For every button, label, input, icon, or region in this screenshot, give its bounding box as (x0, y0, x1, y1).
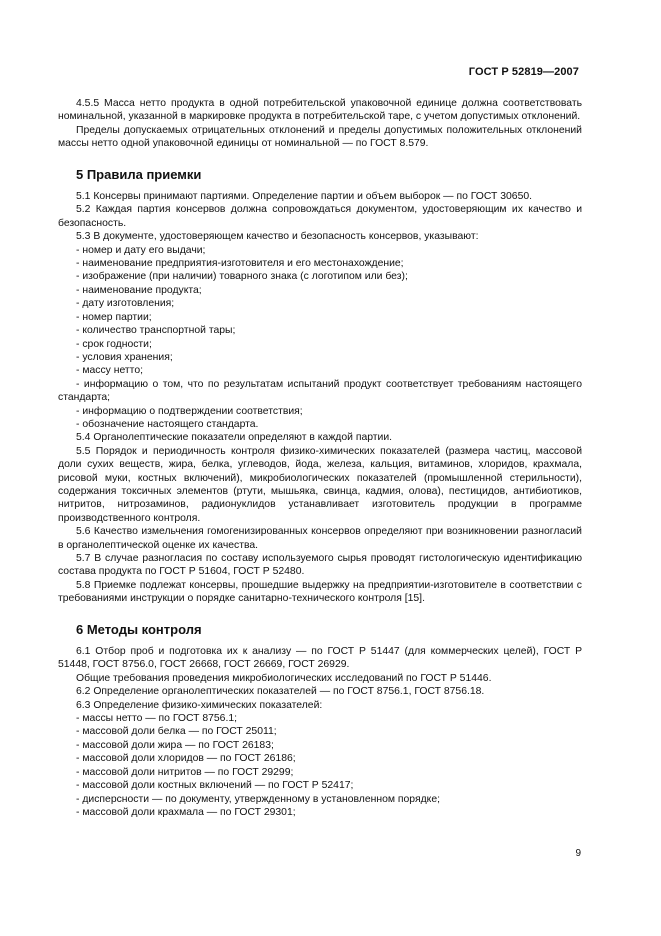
document-body (58, 97, 582, 819)
list-item: - обозначение настоящего стандарта. (76, 418, 259, 430)
paragraph-5-4: 5.4 Органолептические показатели определяют в каждой партии. (76, 432, 393, 444)
paragraph-6-1: 6.1 Отбор проб и подготовка их к анализу — по ГОСТ Р 51447 (для коммерческих целей), ГОСТ Р 51448, ГОСТ 8756.0, ГОСТ 26668, ГОСТ 26669, ГОСТ 26929. (58, 646, 582, 671)
list-item: - наименование предприятия-изготовителя и его местонахождение; (76, 258, 404, 270)
list-item: - информацию о подтверждении соответствия; (76, 405, 303, 417)
list-item: - массовой доли нитритов — по ГОСТ 29299; (76, 766, 294, 778)
list-item: - массовой доли хлоридов — по ГОСТ 26186; (76, 753, 296, 765)
paragraph-deviation-limits: Пределы допускаемых отрицательных отклонений и пределы допустимых положительных отклонений массы нетто одной упаковочной единицы от номинальной — по ГОСТ 8.579. (58, 124, 582, 150)
list-item: - изображение (при наличии) товарного знака (с логотипом или без); (76, 271, 408, 283)
paragraph-5-7: 5.7 В случае разногласия по составу используемого сырья проводят гистологическую идентификацию состава продукта по ГОСТ Р 51604, ГОСТ Р 52480. (58, 553, 582, 578)
page-number: 9 (575, 848, 581, 859)
paragraph-4-5-5: 4.5.5 Масса нетто продукта в одной потребительской упаковочной единице должна соответствовать номинальной, указанной в маркировке продукта в потребительской таре, с учетом допустимых отклонений. (58, 98, 582, 123)
list-item: - номер и дату его выдачи; (76, 244, 206, 256)
list-item: - срок годности; (76, 338, 152, 350)
list-item: - условия хранения; (76, 351, 173, 363)
paragraph-5-2: 5.2 Каждая партия консервов должна сопровождаться документом, удостоверяющим их качество и безопасность. (58, 204, 582, 229)
list-item: - массы нетто — по ГОСТ 8756.1; (76, 713, 238, 725)
paragraph-microbiology: Общие требования проведения микробиологических исследований по ГОСТ Р 51446. (76, 672, 492, 684)
paragraph-5-1: 5.1 Консервы принимают партиями. Определение партии и объем выборок — по ГОСТ 30650. (76, 191, 533, 203)
paragraph-5-5: 5.5 Порядок и периодичность контроля физико-химических показателей (размера частиц, массовой доли сухих веществ, жира, белка, углеводов, йода, железа, кальция, витаминов, хлоридов, крахмала, рисовой муки, костных включений), микробиологических показателей (промышленной стерильности), содержания токсичных элементов (ртути, мышьяка, свинца, кадмия, олова), пестицидов, антибиотиков, нитритов, нитрозаминов, радионуклидов устанавливает изготовитель продукции в программе производственного контроля. (58, 445, 582, 524)
section-6-title: 6 Методы контроля (76, 621, 202, 637)
paragraph-6-2: 6.2 Определение органолептических показателей — по ГОСТ 8756.1, ГОСТ 8756.18. (76, 686, 485, 698)
paragraph-5-6: 5.6 Качество измельчения гомогенизированных консервов определяют при возникновении разногласий в органолептической оценке их качества. (58, 526, 582, 551)
paragraph-6-3: 6.3 Определение физико-химических показателей: (76, 699, 323, 711)
list-item: - массовой доли жира — по ГОСТ 26183; (76, 739, 274, 751)
list-item: - массовой доли крахмала — по ГОСТ 29301; (76, 806, 296, 818)
list-item: - наименование продукта; (76, 284, 202, 296)
document-header: ГОСТ Р 52819—2007 (468, 66, 579, 78)
list-item: - дисперсности — по документу, утвержденному в установленном порядке; (76, 793, 440, 805)
list-item: - дату изготовления; (76, 298, 175, 310)
list-item: - информацию о том, что по результатам испытаний продукт соответствует требованиям настоящего стандарта; (58, 378, 582, 404)
paragraph-5-3: 5.3 В документе, удостоверяющем качество и безопасность консервов, указывают: (76, 231, 479, 243)
list-item: - номер партии; (76, 311, 152, 323)
section-5-title: 5 Правила приемки (76, 166, 202, 182)
list-item: - количество транспортной тары; (76, 325, 236, 337)
list-item: - массовой доли костных включений — по ГОСТ Р 52417; (76, 780, 354, 792)
list-item: - массовой доли белка — по ГОСТ 25011; (76, 726, 277, 738)
list-item: - массу нетто; (76, 365, 143, 377)
paragraph-5-8: 5.8 Приемке подлежат консервы, прошедшие выдержку на предприятии-изготовителе в соответствии с требованиями инструкции о порядке санитарно-технического контроля [15]. (58, 579, 582, 605)
